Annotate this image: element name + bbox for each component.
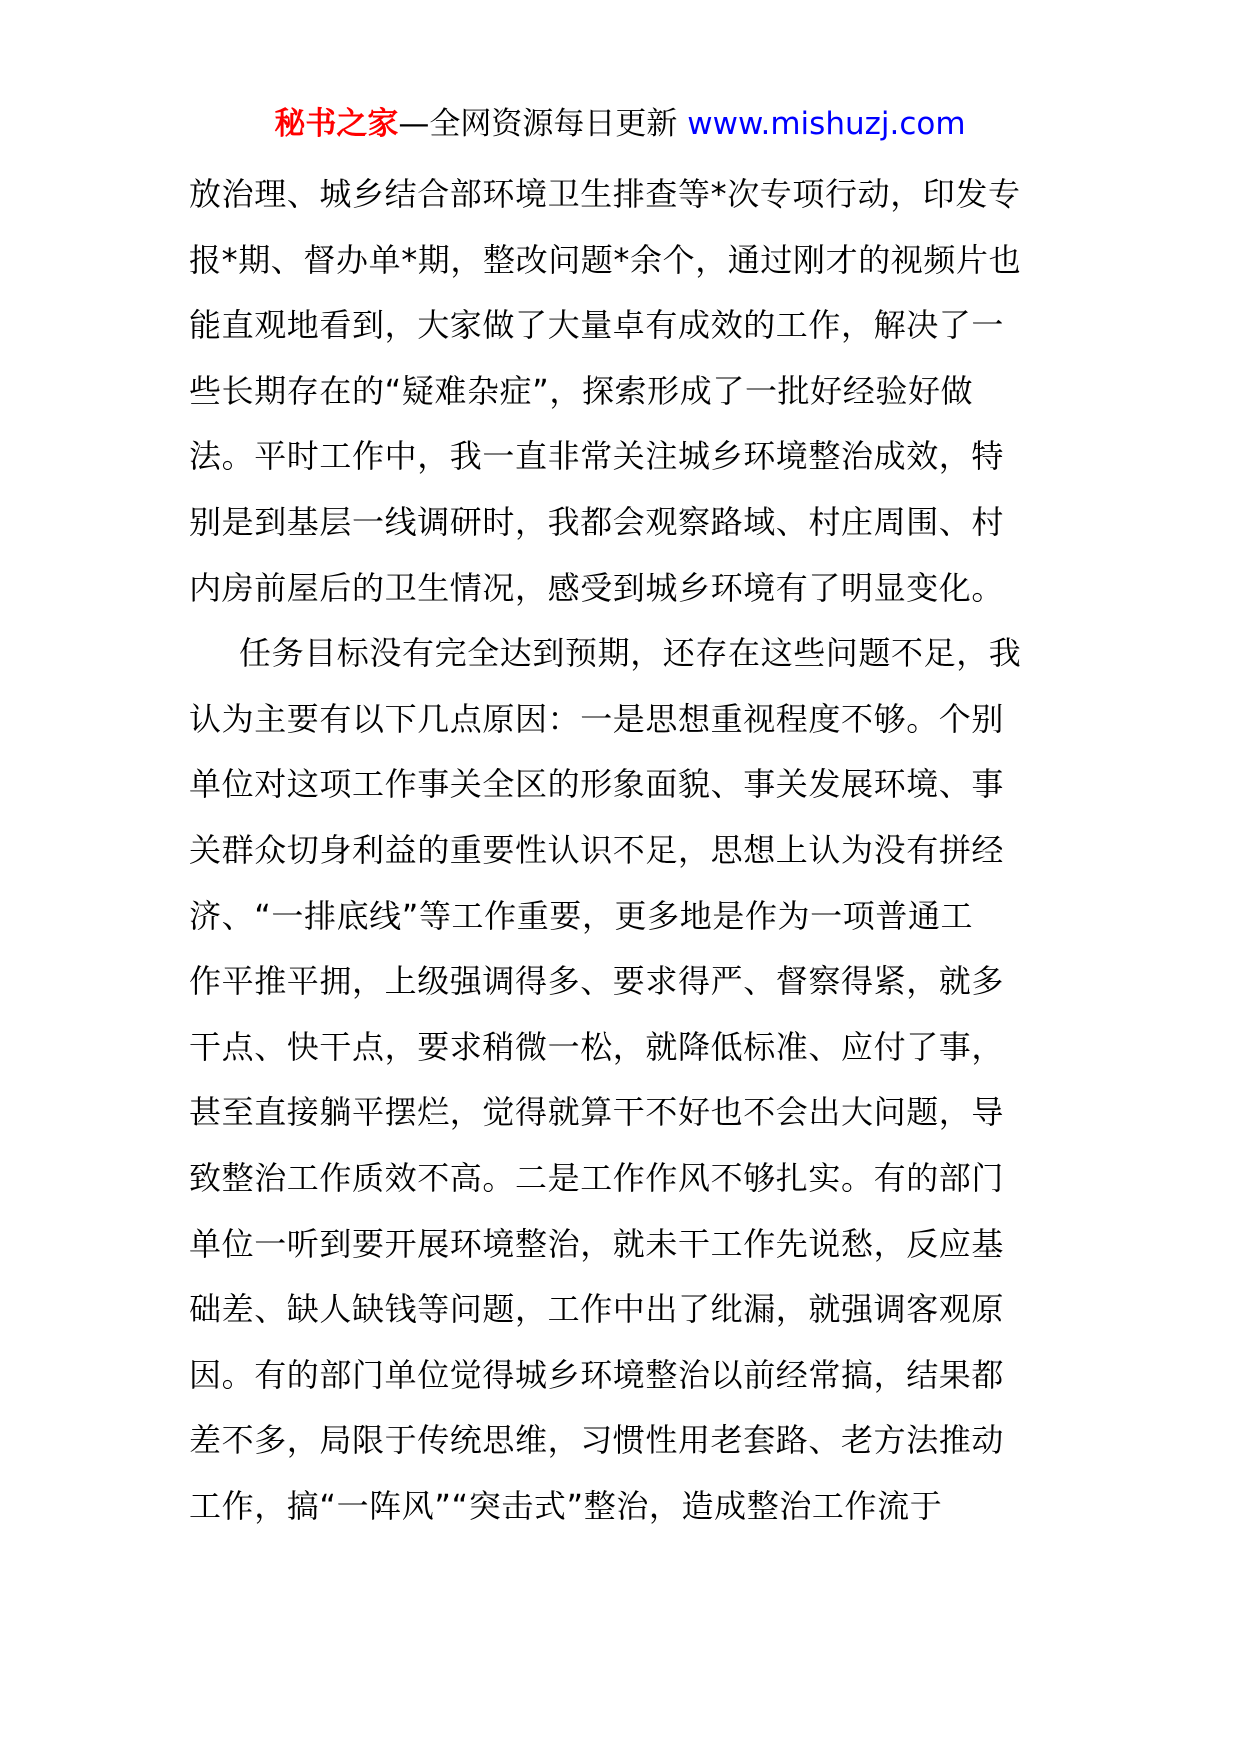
body-text (189, 162, 1057, 1539)
text-line: 报*期、督办单*期，整改问题*余个，通过刚才的视频片也 (189, 240, 1022, 279)
text-line: 作平推平拥，上级强调得多、要求得严、督察得紧，就多 (189, 962, 1005, 1001)
text-line: 认为主要有以下几点原因：一是思想重视程度不够。个别 (189, 699, 1005, 738)
text-line: 甚至直接躺平摆烂，觉得就算干不好也不会出大问题，导 (189, 1093, 1005, 1132)
text-line: 法。平时工作中，我一直非常关注城乡环境整治成效，特 (189, 437, 1005, 476)
text-line: 工作，搞“一阵风”“突击式”整治，造成整治工作流于 (189, 1486, 943, 1525)
text-line: 关群众切身利益的重要性认识不足，思想上认为没有拼经 (189, 830, 1005, 869)
text-line: 因。有的部门单位觉得城乡环境整治以前经常搞，结果都 (189, 1355, 1005, 1394)
text-line: 单位一听到要开展环境整治，就未干工作先说愁，反应基 (189, 1224, 1005, 1263)
page-header (0, 100, 1240, 148)
text-line: 别是到基层一线调研时，我都会观察路域、村庄周围、村 (189, 502, 1005, 541)
text-line: 放治理、城乡结合部环境卫生排查等*次专项行动，印发专 (189, 175, 1021, 213)
text-line: 单位对这项工作事关全区的形象面貌、事关发展环境、事 (189, 765, 1005, 804)
brand-name: 秘书之家 (274, 106, 399, 142)
header-tagline: —全网资源每日更新 (398, 106, 688, 142)
text-line: 致整治工作质效不高。二是工作作风不够扎实。有的部门 (189, 1158, 1005, 1197)
text-line: 济、“一排底线”等工作重要，更多地是作为一项普通工 (189, 896, 974, 935)
paragraph-start-line: 任务目标没有完全达到预期，还存在这些问题不足，我 (239, 634, 1022, 673)
website-link[interactable]: www.mishuzj.com (687, 106, 966, 142)
text-line: 内房前屋后的卫生情况，感受到城乡环境有了明显变化。 (189, 568, 1005, 607)
text-line: 干点、快干点，要求稍微一松，就降低标准、应付了事， (189, 1027, 1005, 1066)
text-line: 差不多，局限于传统思维，习惯性用老套路、老方法推动 (189, 1421, 1005, 1460)
text-line: 些长期存在的“疑难杂症”，探索形成了一批好经验好做 (189, 371, 974, 410)
text-line: 础差、缺人缺钱等问题，工作中出了纰漏，就强调客观原 (189, 1290, 1005, 1329)
text-line: 能直观地看到，大家做了大量卓有成效的工作，解决了一 (189, 306, 1005, 345)
